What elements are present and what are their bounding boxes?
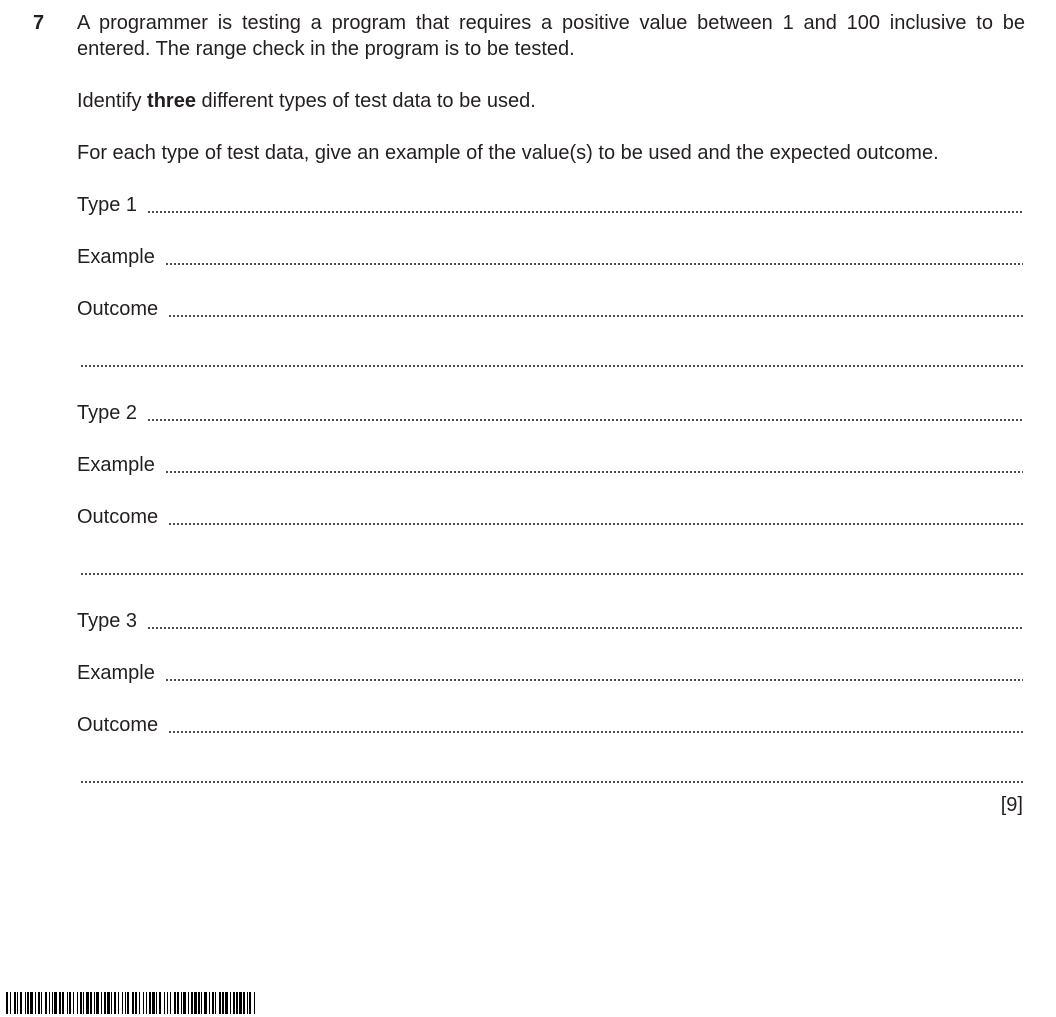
answer-line-continuation-2[interactable] [80, 573, 1023, 575]
instruction-identify [77, 88, 1037, 114]
example-label: Example [77, 662, 155, 684]
example-label: Example [77, 454, 155, 476]
answer-line-continuation-1[interactable] [80, 365, 1023, 367]
answer-line-type-1[interactable] [77, 192, 1023, 218]
dotted-line [165, 263, 1023, 265]
outcome-label: Outcome [77, 298, 159, 320]
answer-line-type-2[interactable] [77, 400, 1023, 426]
type-label: Type 2 [77, 402, 138, 424]
dotted-line [147, 419, 1023, 421]
instruction-prefix: Identify [77, 90, 148, 112]
answer-line-example-1[interactable] [77, 244, 1023, 270]
type-label: Type 3 [77, 610, 138, 632]
answer-line-outcome-1[interactable] [77, 296, 1023, 322]
instruction-bold: three [147, 90, 196, 112]
answer-line-outcome-2[interactable] [77, 504, 1023, 530]
answer-line-continuation-3[interactable] [80, 781, 1023, 783]
answer-line-outcome-3[interactable] [77, 712, 1023, 738]
answer-line-example-2[interactable] [77, 452, 1023, 478]
instruction-example: For each type of test data, give an example of the value(s) to be used and the expected outcome. [77, 142, 939, 164]
dotted-line [147, 627, 1023, 629]
type-label: Type 1 [77, 194, 138, 216]
barcode [6, 992, 257, 1014]
question-text: A programmer is testing a program that requires a positive value between 1 and 100 inclusive to be entered. The range check in the program is to be tested. [77, 12, 1025, 60]
example-label: Example [77, 246, 155, 268]
marks-total: [9] [1000, 794, 1023, 816]
answer-line-type-3[interactable] [77, 608, 1023, 634]
answer-line-example-3[interactable] [77, 660, 1023, 686]
instruction-suffix: different types of test data to be used. [195, 90, 536, 112]
question-number: 7 [33, 12, 45, 34]
dotted-line [147, 211, 1023, 213]
dotted-line [165, 679, 1023, 681]
dotted-line [165, 471, 1023, 473]
dotted-line [168, 731, 1023, 733]
dotted-line [168, 523, 1023, 525]
outcome-label: Outcome [77, 506, 159, 528]
dotted-line [168, 315, 1023, 317]
outcome-label: Outcome [77, 714, 159, 736]
